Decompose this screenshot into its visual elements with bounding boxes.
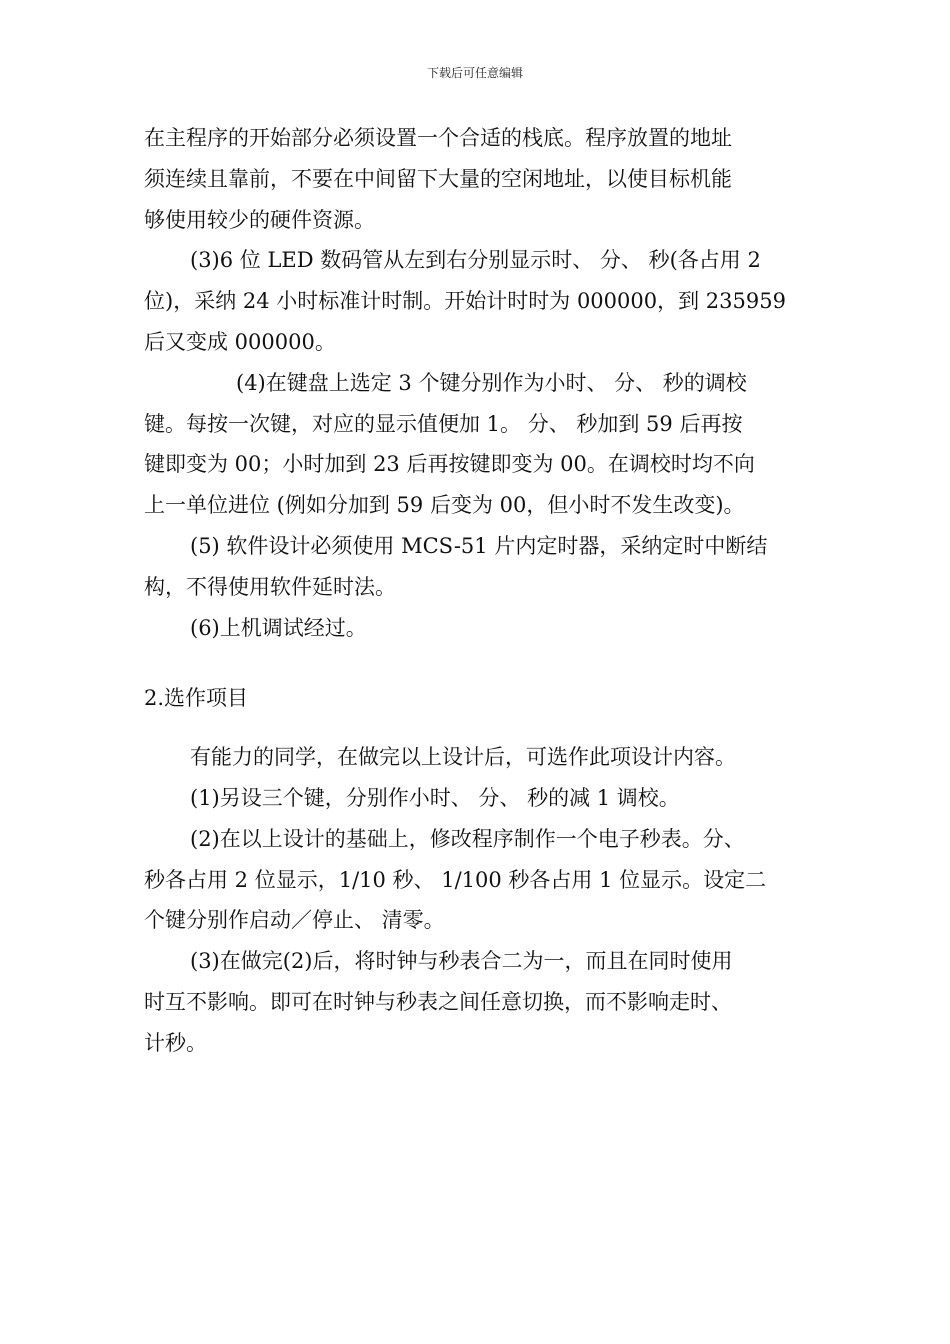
text-line: (6)上机调试经过。 <box>190 615 367 640</box>
text-line: 时互不影响。即可在时钟与秒表之间任意切换，而不影响走时、 <box>144 989 732 1014</box>
document-body <box>144 118 808 1064</box>
text-line: (2)在以上设计的基础上，修改程序制作一个电子秒表。分、 <box>190 826 745 851</box>
text-line: (1)另设三个键，分别作小时、 分、 秒的减 1 调校。 <box>190 785 680 810</box>
text-line: 有能力的同学，在做完以上设计后，可选作此项设计内容。 <box>190 745 736 770</box>
text-line: 位)，采纳 24 小时标准计时制。开始计时时为 000000，到 235959 <box>144 289 786 314</box>
text-line: 须连续且靠前，不要在中间留下大量的空闲地址，以使目标机能 <box>144 166 732 191</box>
text-line: (5) 软件设计必须使用 MCS-51 片内定时器，采纳定时中断结 <box>190 533 768 558</box>
text-line: 上一单位进位 (例如分加到 59 后变为 00，但小时不发生改变)。 <box>144 493 745 518</box>
text-line: 后又变成 000000。 <box>144 329 336 354</box>
text-line: 构，不得使用软件延时法。 <box>144 574 396 599</box>
section-spacer <box>144 719 808 737</box>
text-line: 够使用较少的硬件资源。 <box>144 207 375 232</box>
text-line: (4)在键盘上选定 3 个键分别作为小时、 分、 秒的调校 <box>236 370 747 395</box>
text-line: 键。每按一次键，对应的显示值便加 1。 分、 秒加到 59 后再按 <box>144 411 743 436</box>
page-header: 下载后可任意编辑 <box>426 66 523 80</box>
text-line: 秒各占用 2 位显示，1/10 秒、 1/100 秒各占用 1 位显示。设定二 <box>144 867 767 892</box>
text-line: 个键分别作启动／停止、 清零。 <box>144 908 445 933</box>
text-line: 计秒。 <box>144 1030 207 1055</box>
text-line: (3)在做完(2)后，将时钟与秒表合二为一，而且在同时使用 <box>190 949 733 974</box>
text-line: 在主程序的开始部分必须设置一个合适的栈底。程序放置的地址 <box>144 126 732 150</box>
section-heading: 2.选作项目 <box>144 686 249 711</box>
text-line: (3)6 位 LED 数码管从左到右分别显示时、 分、 秒(各占用 2 <box>190 248 761 273</box>
text-line: 键即变为 00；小时加到 23 后再按键即变为 00。在调校时均不向 <box>144 452 755 477</box>
section-spacer <box>144 648 808 678</box>
